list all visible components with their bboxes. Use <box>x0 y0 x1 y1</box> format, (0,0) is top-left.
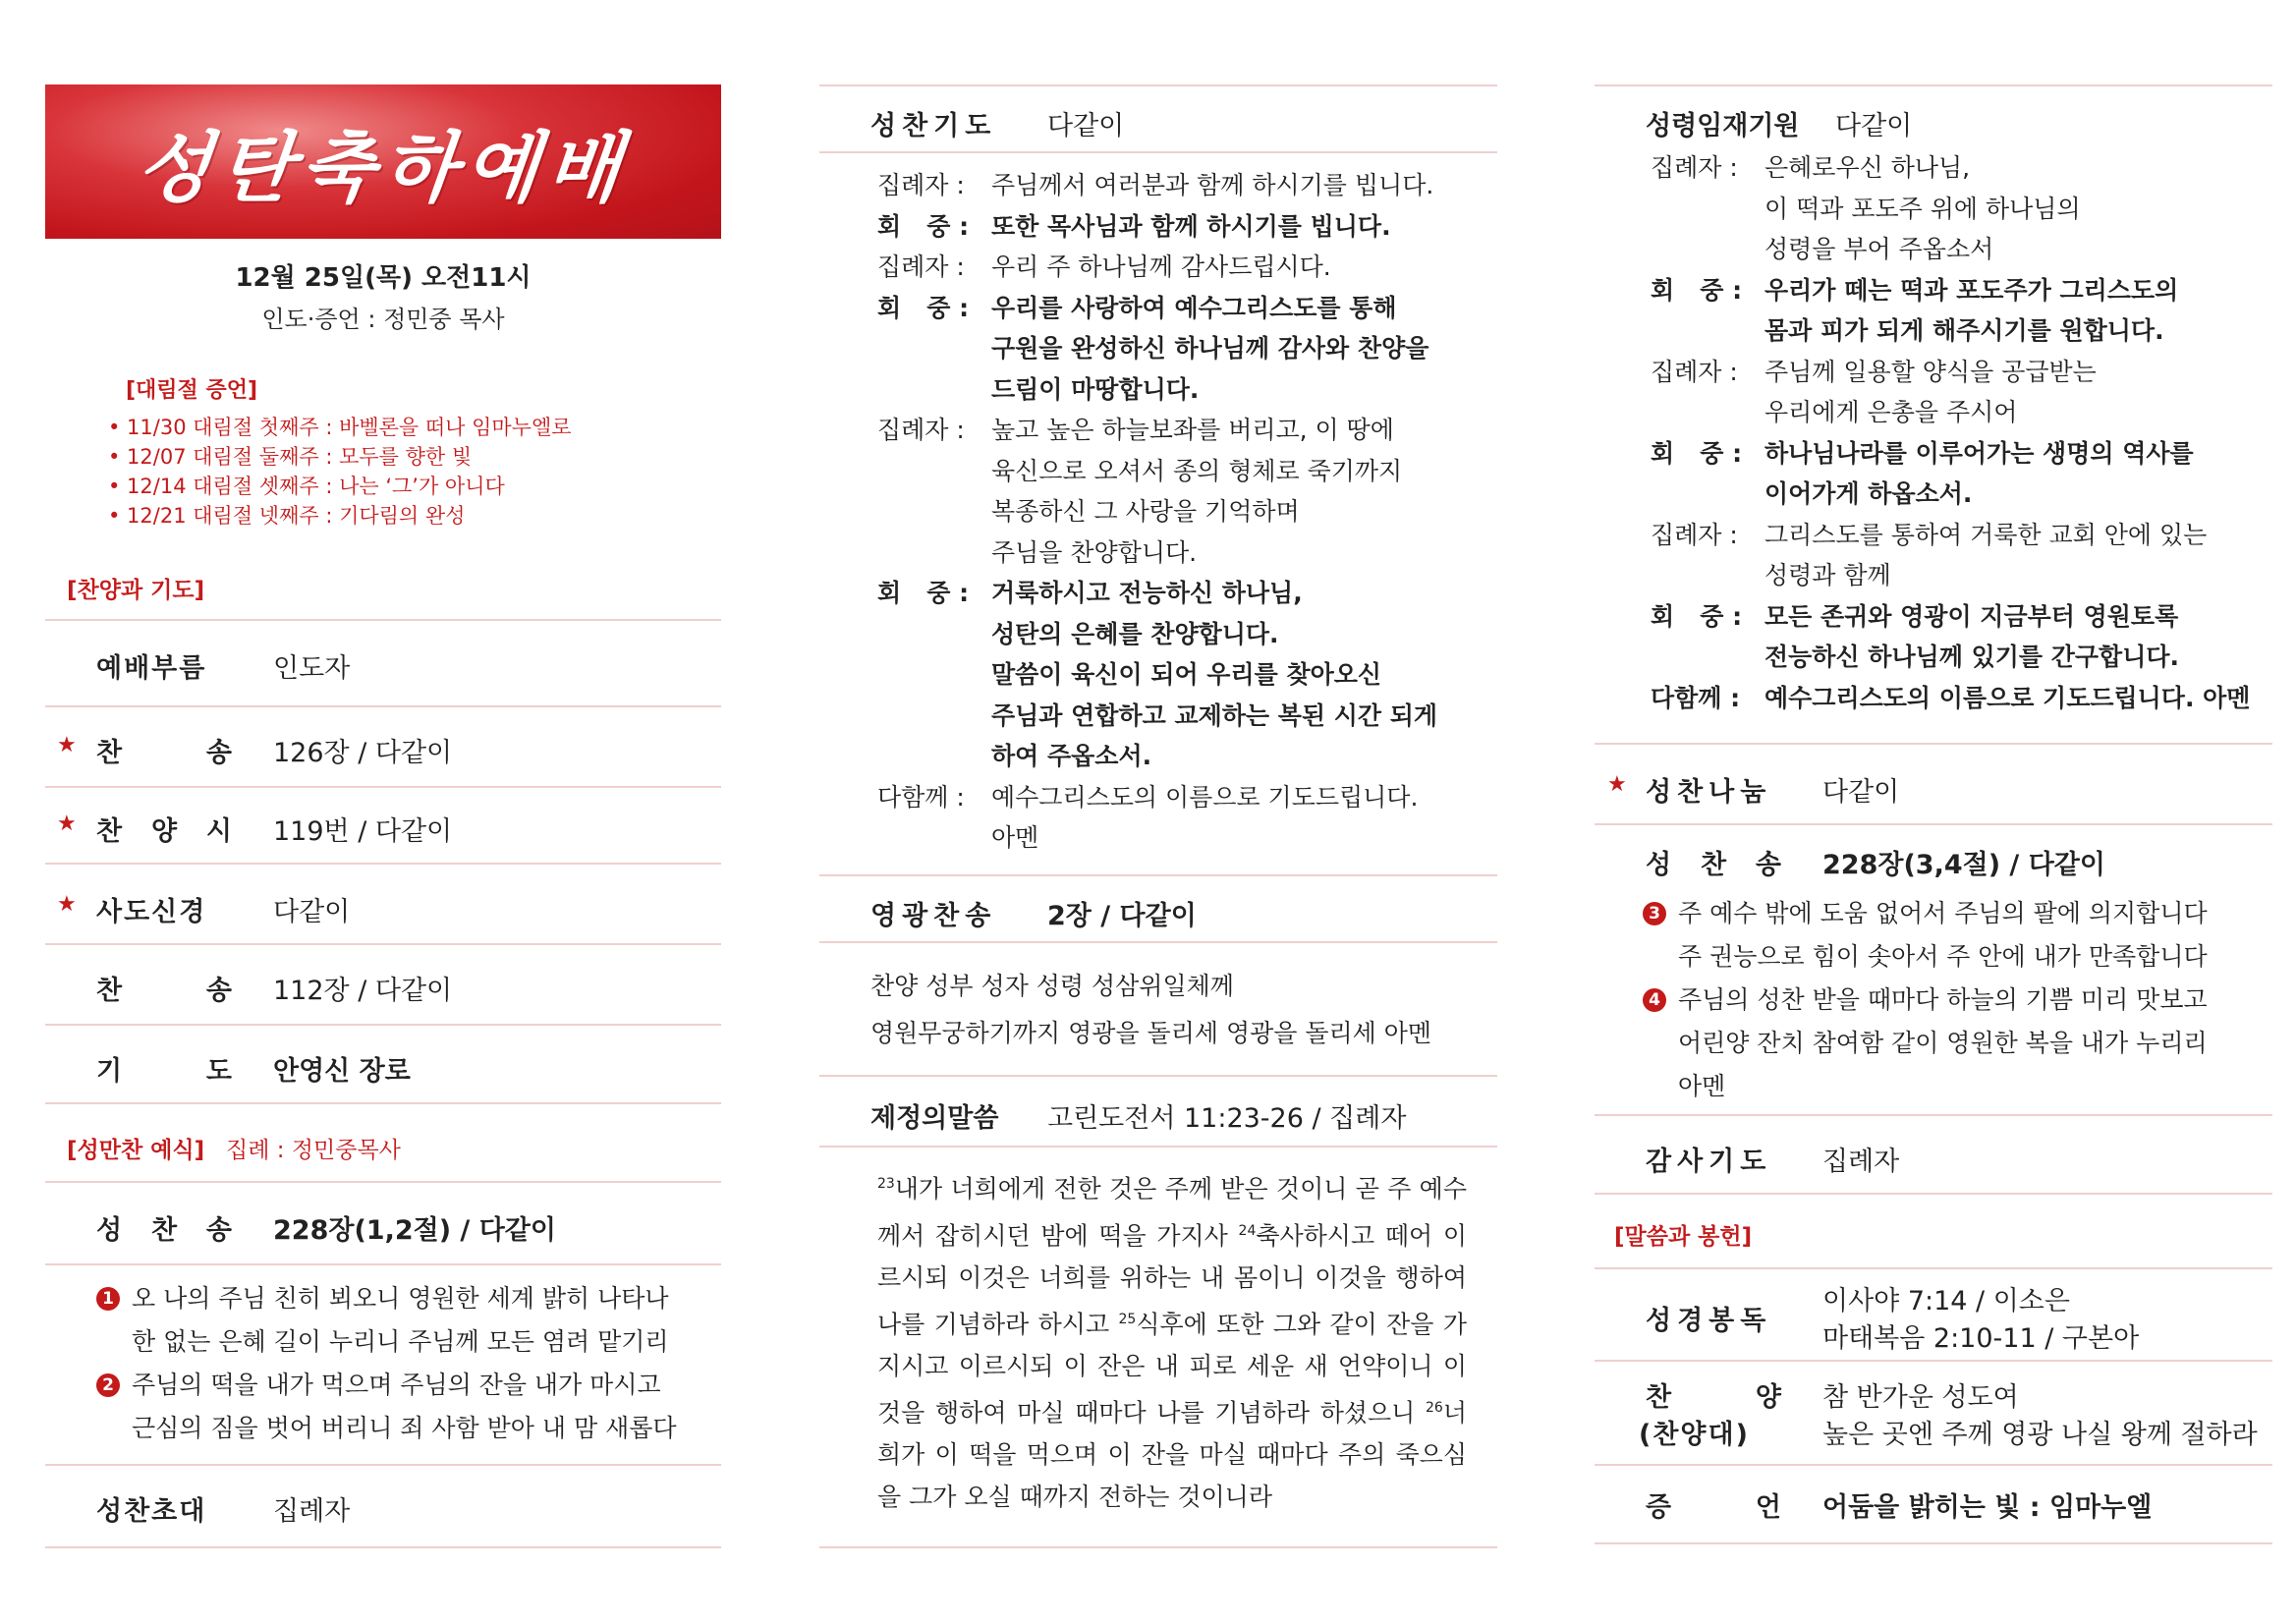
institution-value: 고린도전서 11:23-26 / 집례자 <box>1047 1103 1407 1134</box>
speaker-label: 회 중 : <box>1651 275 1751 305</box>
epiclesis-value: 다같이 <box>1835 111 1913 141</box>
liturgy-line <box>877 451 1437 492</box>
divider <box>45 1546 721 1548</box>
verse-line: 주 예수 밖에 도움 없어서 주님의 팔에 의지합니다 <box>1678 899 2208 927</box>
speaker-label: 집례자 : <box>1651 520 1746 549</box>
verse-line: 아멘 <box>1678 1072 1726 1100</box>
speaker-label: 집례자 : <box>877 171 973 199</box>
verse-number: 25 <box>1118 1312 1137 1328</box>
liturgy-line <box>877 288 1437 329</box>
divider <box>45 1464 721 1466</box>
anthem-label: 찬 양 <box>1646 1382 1783 1413</box>
star-icon: ★ <box>57 812 77 836</box>
reading-value: 이사야 7:14 / 이소은 <box>1822 1286 2070 1316</box>
advent-item: • 12/07 대림절 둘째주 : 모두를 향한 빛 <box>108 445 473 469</box>
liturgy-line <box>877 369 1437 411</box>
speaker-label <box>1651 229 1764 270</box>
advent-item: • 11/30 대림절 첫째주 : 바벨론을 떠나 임마누엘로 <box>108 416 572 439</box>
speaker-label: 다함께 : <box>877 782 973 812</box>
liturgy-text: 몸과 피가 되게 해주시기를 원합니다. <box>1764 316 2164 345</box>
scripture-text <box>877 1163 1467 1518</box>
liturgy-text: 성령과 함께 <box>1764 561 1891 589</box>
liturgy-text: 우리가 떼는 떡과 포도주가 그리스도의 <box>1764 275 2179 305</box>
liturgy-text: 말씀이 육신이 되어 우리를 찾아오신 <box>991 660 1382 689</box>
liturgy-line <box>877 410 1437 451</box>
section-supper: [성만찬 예식] <box>67 1138 205 1163</box>
verse-number: 26 <box>1426 1400 1443 1417</box>
sharing-value: 다같이 <box>1822 777 1900 808</box>
gloria-line: 찬양 성부 성자 성령 성삼위일체께 <box>870 972 1234 1000</box>
speaker-label <box>877 817 991 859</box>
institution-label: 제정의말씀 <box>870 1103 999 1134</box>
liturgy-line <box>1651 515 2250 556</box>
liturgy-text: 또한 목사님과 함께 하시기를 빕니다. <box>991 211 1391 241</box>
liturgy-text: 성탄의 은혜를 찬양합니다. <box>991 619 1279 648</box>
sermon-value: 어둠을 밝히는 빛 : 임마누엘 <box>1822 1492 2153 1523</box>
liturgy-text: 우리 주 하나님께 감사드립시다. <box>991 252 1331 281</box>
anthem-value: 참 반가운 성도여 <box>1822 1382 2019 1413</box>
star-icon: ★ <box>57 733 77 757</box>
hymn2-label: 찬 송 <box>96 976 234 1006</box>
liturgy-text: 우리를 사랑하여 예수그리스도를 통해 <box>991 293 1397 322</box>
liturgy-line <box>877 777 1437 818</box>
liturgy-text: 하여 주옵소서. <box>991 742 1152 770</box>
creed-label: 사도신경 <box>96 897 207 927</box>
liturgy-line <box>1651 555 2250 596</box>
liturgy-text: 모든 존귀와 영광이 지금부터 영원토록 <box>1764 601 2179 631</box>
speaker-label <box>877 369 991 411</box>
gloria-value: 2장 / 다같이 <box>1047 901 1197 931</box>
service-leader: 인도·증언 : 정민중 목사 <box>261 306 505 333</box>
thanksgiving-value: 집례자 <box>1822 1147 1900 1177</box>
liturgy-line <box>877 736 1437 777</box>
verse-line: 주 권능으로 힘이 솟아서 주 안에 내가 만족합니다 <box>1678 942 2208 971</box>
liturgy-text: 육신으로 오셔서 종의 형체로 죽기까지 <box>991 456 1403 485</box>
verse-number: 23 <box>877 1176 895 1192</box>
reading-label: 성경봉독 <box>1646 1306 1772 1336</box>
liturgy-text: 구원을 완성하신 하나님께 감사와 찬양을 <box>991 334 1429 363</box>
liturgy-text: 주님과 연합하고 교제하는 복된 시간 되게 <box>991 700 1438 730</box>
speaker-label <box>1651 392 1764 433</box>
liturgy-text: 그리스도를 통하여 거룩한 교회 안에 있는 <box>1764 520 2208 549</box>
thanksgiving-label: 감사기도 <box>1646 1147 1772 1177</box>
liturgy-line <box>1651 352 2250 393</box>
section-praise: [찬양과 기도] <box>67 578 205 603</box>
psalm-value: 119번 / 다같이 <box>273 816 453 847</box>
liturgy-text: 드림이 마땅합니다. <box>991 374 1200 404</box>
liturgy-text: 전능하신 하나님께 있기를 간구합니다. <box>1764 643 2180 671</box>
divider <box>819 151 1497 153</box>
liturgy-line <box>1651 270 2250 311</box>
divider <box>1595 1360 2272 1362</box>
verse-number: 24 <box>1238 1222 1257 1239</box>
liturgy-line <box>1651 474 2250 515</box>
reading-value: 마태복음 2:10-11 / 구본아 <box>1822 1323 2140 1354</box>
liturgy-text: 주님을 찬양합니다. <box>991 537 1198 567</box>
speaker-label <box>877 328 991 369</box>
speaker-label: 회 중 : <box>1651 438 1751 468</box>
liturgy-line <box>1651 596 2250 638</box>
sharing-label: 성찬나눔 <box>1646 777 1772 808</box>
speaker-label: 회 중 : <box>1651 601 1751 631</box>
hymn-verses-2 <box>1643 892 2271 1108</box>
scripture-verse: 축사하시고 떼어 이르시되 이것은 너희를 위하는 내 몸이니 이것을 행하여 나를 기념하라 하시고 <box>877 1221 1467 1339</box>
liturgy-text: 예수그리스도의 이름으로 기도드립니다. 아멘 <box>1764 683 2251 712</box>
divider <box>1595 1114 2272 1116</box>
speaker-label <box>877 614 991 655</box>
epiclesis-label: 성령임재기원 <box>1646 111 1800 141</box>
invitation-label: 성찬초대 <box>96 1496 207 1527</box>
speaker-label <box>877 696 991 737</box>
liturgy-text: 이 떡과 포도주 위에 하나님의 <box>1764 194 2081 223</box>
hymn-value: 126장 / 다같이 <box>273 738 453 768</box>
liturgy-line <box>877 206 1437 248</box>
divider <box>819 874 1497 876</box>
liturgy-text: 이어가게 하옵소서. <box>1764 479 1973 508</box>
supper-note: 집례 : 정민중목사 <box>226 1138 401 1163</box>
divider <box>1595 823 2272 825</box>
liturgy-line <box>1651 678 2250 719</box>
advent-heading: [대림절 증언] <box>126 378 258 403</box>
liturgy-line <box>877 573 1437 614</box>
liturgy-text: 복종하신 그 사랑을 기억하며 <box>991 497 1300 526</box>
star-icon: ★ <box>57 892 77 917</box>
divider <box>819 1075 1497 1077</box>
gloria-line: 영원무궁하기까지 영광을 돌리세 영광을 돌리세 아멘 <box>870 1019 1432 1047</box>
speaker-label: 회 중 : <box>877 211 978 241</box>
communion-hymn2-value: 228장(3,4절) / 다같이 <box>1822 850 2105 880</box>
speaker-label <box>877 736 991 777</box>
title-banner <box>45 84 721 239</box>
verse-number: 4 <box>1643 988 1666 1012</box>
divider <box>819 1546 1497 1548</box>
liturgy-line <box>877 328 1437 369</box>
speaker-label <box>877 451 991 492</box>
speaker-label <box>877 491 991 532</box>
speaker-label: 회 중 : <box>877 579 978 607</box>
liturgy-text: 아멘 <box>991 823 1039 852</box>
liturgy-line <box>877 654 1437 696</box>
liturgy-text: 주님께 일용할 양식을 공급받는 <box>1764 357 2097 386</box>
epiclesis-text <box>1651 147 2250 718</box>
liturgy-text: 은혜로우신 하나님, <box>1764 153 1971 182</box>
liturgy-line <box>877 247 1437 288</box>
divider <box>819 941 1497 943</box>
eucharist-prayer-value: 다같이 <box>1047 111 1125 141</box>
divider <box>1595 1267 2272 1269</box>
liturgy-line <box>877 614 1437 655</box>
divider <box>819 1146 1497 1148</box>
divider <box>1595 1193 2272 1195</box>
scripture-verse: 식후에 또한 그와 같이 잔을 가지시고 이르시되 이 잔은 내 피로 세운 새 언약이니 이것을 행하여 마실 때마다 나를 기념하라 하셨으니 <box>877 1310 1467 1428</box>
speaker-label <box>877 532 991 574</box>
advent-list <box>108 413 572 531</box>
liturgy-line <box>877 696 1437 737</box>
divider <box>1595 743 2272 745</box>
call-to-worship-value: 인도자 <box>273 653 351 684</box>
divider <box>45 705 721 707</box>
service-date: 12월 25일(목) 오전11시 <box>235 263 532 293</box>
divider <box>45 619 721 621</box>
speaker-label <box>1651 474 1764 515</box>
eucharist-prayer-label: 성찬기도 <box>870 111 997 141</box>
advent-item: • 12/14 대림절 셋째주 : 나는 ‘그’가 아니다 <box>108 475 505 498</box>
speaker-label: 회 중 : <box>877 293 978 322</box>
hymn-label: 찬 송 <box>96 738 234 768</box>
liturgy-line <box>1651 433 2250 475</box>
speaker-label <box>1651 555 1764 596</box>
section-word: [말씀과 봉헌] <box>1614 1224 1753 1250</box>
verse-number: 3 <box>1643 902 1666 925</box>
invitation-value: 집례자 <box>273 1496 351 1527</box>
liturgy-line <box>1651 229 2250 270</box>
page-title: 성탄축하예배 <box>132 123 634 213</box>
divider <box>45 786 721 788</box>
liturgy-text: 거룩하시고 전능하신 하나님, <box>991 579 1303 607</box>
liturgy-line <box>1651 310 2250 352</box>
communion-hymn-value: 228장(1,2절) / 다같이 <box>273 1215 556 1246</box>
divider <box>45 1263 721 1265</box>
speaker-label: 집례자 : <box>877 416 973 444</box>
divider <box>45 863 721 865</box>
creed-value: 다같이 <box>273 897 351 927</box>
verse-line: 오 나의 주님 친히 뵈오니 영원한 세계 밝히 나타나 <box>132 1284 669 1313</box>
verse-line: 주님의 성찬 받을 때마다 하늘의 기쁨 미리 맛보고 <box>1678 985 2208 1014</box>
speaker-label <box>1651 637 1764 678</box>
speaker-label <box>1651 189 1764 230</box>
communion-hymn2-label: 성 찬 송 <box>1646 850 1783 880</box>
hymn-verses <box>96 1277 715 1450</box>
liturgy-text: 성령을 부어 주옵소서 <box>1764 235 1994 263</box>
divider <box>45 1024 721 1026</box>
speaker-label: 다함께 : <box>1651 683 1749 712</box>
liturgy-line <box>877 491 1437 532</box>
liturgy-line <box>1651 147 2250 189</box>
divider <box>1595 1464 2272 1466</box>
verse-line: 한 없는 은혜 길이 누리니 주님께 모든 염려 맡기리 <box>132 1327 669 1356</box>
liturgy-text: 높고 높은 하늘보좌를 버리고, 이 땅에 <box>991 416 1394 444</box>
prayer-label: 기 도 <box>96 1056 234 1087</box>
divider <box>1595 1542 2272 1544</box>
liturgy-line <box>1651 392 2250 433</box>
liturgy-line <box>1651 189 2250 230</box>
speaker-label: 집례자 : <box>1651 153 1746 182</box>
divider <box>45 1102 721 1104</box>
anthem-label: (찬양대) <box>1639 1420 1750 1450</box>
liturgy-text: 하나님나라를 이루어가는 생명의 역사를 <box>1764 438 2194 468</box>
verse-line: 근심의 짐을 벗어 버리니 죄 사함 받아 내 맘 새롭다 <box>132 1414 677 1442</box>
prayer-value: 안영신 장로 <box>273 1056 411 1087</box>
divider <box>1595 84 2272 86</box>
speaker-label: 집례자 : <box>877 252 973 281</box>
psalm-label: 찬 양 시 <box>96 816 234 847</box>
speaker-label: 집례자 : <box>1651 357 1746 386</box>
verse-number: 2 <box>96 1373 120 1397</box>
liturgy-line <box>877 532 1437 574</box>
verse-line: 어린양 잔치 참여함 같이 영원한 복을 내가 누리리 <box>1678 1029 2208 1057</box>
liturgy-text: 예수그리스도의 이름으로 기도드립니다. <box>991 782 1419 812</box>
sermon-label: 증 언 <box>1646 1492 1783 1523</box>
liturgy-line <box>877 817 1437 859</box>
communion-hymn-label: 성 찬 송 <box>96 1215 234 1246</box>
speaker-label <box>1651 310 1764 352</box>
eucharist-prayer-text <box>877 165 1437 859</box>
hymn2-value: 112장 / 다같이 <box>273 976 453 1006</box>
verse-line: 주님의 떡을 내가 먹으며 주님의 잔을 내가 마시고 <box>132 1371 661 1399</box>
liturgy-text: 우리에게 은총을 주시어 <box>1764 398 2018 426</box>
divider <box>45 1181 721 1183</box>
gloria-label: 영광찬송 <box>870 901 997 931</box>
verse-number: 1 <box>96 1287 120 1311</box>
liturgy-line <box>877 165 1437 206</box>
divider <box>45 943 721 945</box>
liturgy-text: 주님께서 여러분과 함께 하시기를 빕니다. <box>991 171 1434 199</box>
scripture-verse: 내가 너희에게 전한 것은 주께 받은 것이니 곧 주 예수께서 잡히시던 밤에 떡을 가지사 <box>877 1174 1467 1251</box>
divider <box>819 84 1497 86</box>
liturgy-line <box>1651 637 2250 678</box>
call-to-worship-label: 예배부름 <box>96 653 207 684</box>
anthem-value: 높은 곳엔 주께 영광 나실 왕께 절하라 <box>1822 1420 2258 1450</box>
scripture-verse: 너희가 이 떡을 먹으며 이 잔을 마실 때마다 주의 죽으심을 그가 오실 때까지 전하는 것이니라 <box>877 1398 1467 1511</box>
star-icon: ★ <box>1607 772 1627 797</box>
advent-item: • 12/21 대림절 넷째주 : 기다림의 완성 <box>108 504 466 528</box>
speaker-label <box>877 654 991 696</box>
